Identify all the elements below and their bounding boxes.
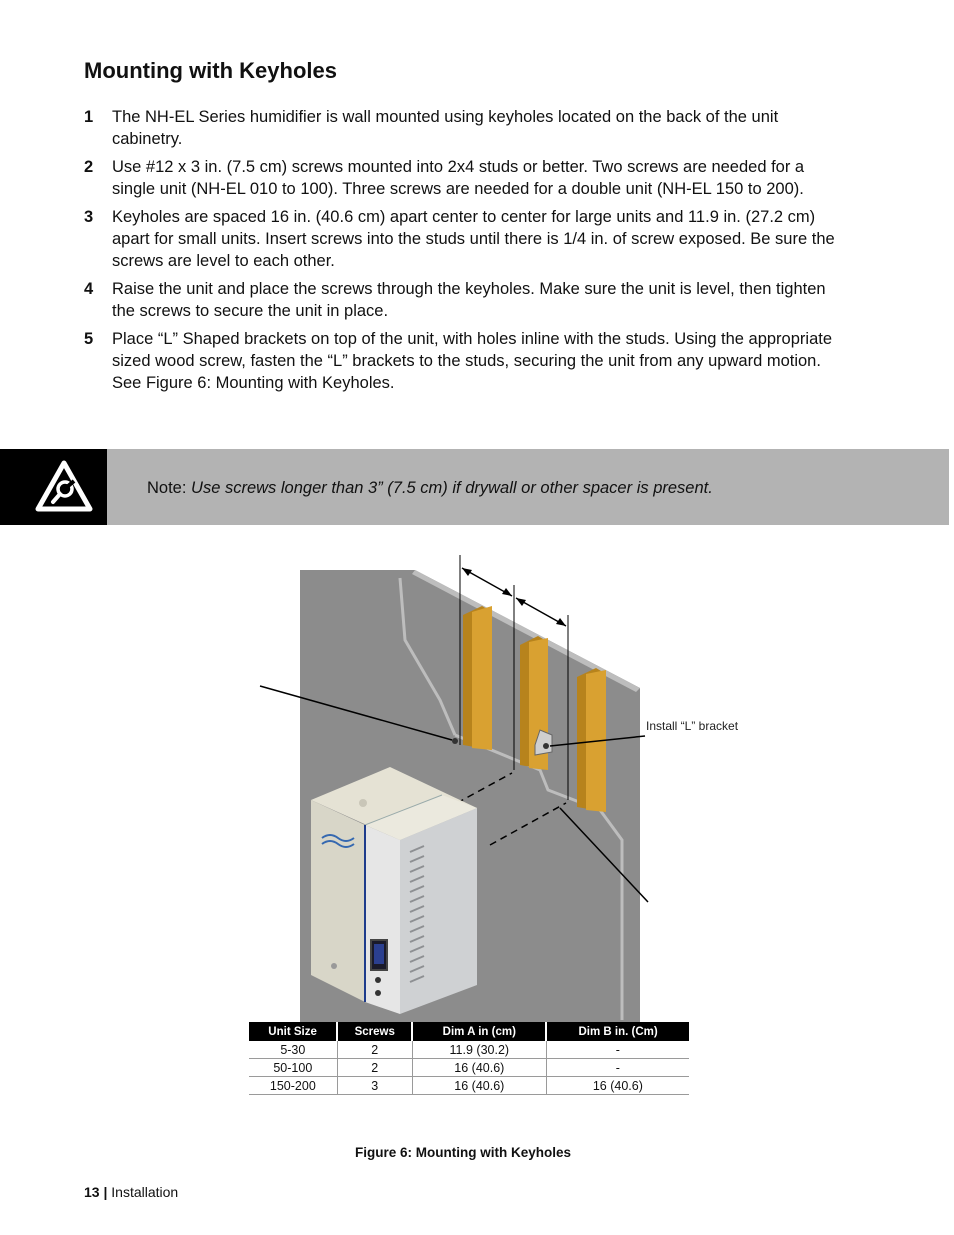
note-body: Use screws longer than 3” (7.5 cm) if drywall or other spacer is present. xyxy=(191,479,713,497)
table-cell: 2 xyxy=(337,1059,412,1077)
table-cell: 150-200 xyxy=(249,1077,337,1095)
note-banner xyxy=(0,449,949,525)
column-header: Dim A in (cm) xyxy=(412,1022,546,1041)
step-text: Use #12 x 3 in. (7.5 cm) screws mounted into 2x4 studs or better. Two screws are needed for a single unit (NH-EL 010 to 100). Three screws are needed for a double unit (NH-EL 150 to 200). xyxy=(112,158,805,198)
step-number: 1 xyxy=(84,108,94,126)
table-cell: 5-30 xyxy=(249,1041,337,1059)
screw xyxy=(543,743,549,749)
table-cell: 3 xyxy=(337,1077,412,1095)
mounting-illustration xyxy=(240,552,760,1032)
footer-separator: | xyxy=(103,1184,108,1200)
page-footer xyxy=(84,1184,178,1200)
table-cell: 16 (40.6) xyxy=(412,1059,546,1077)
note-label: Note: xyxy=(147,479,187,497)
wrench-warning-icon xyxy=(34,459,94,515)
table-row xyxy=(249,1059,689,1077)
step-list xyxy=(84,106,844,400)
page-number: 13 xyxy=(84,1184,100,1200)
stud xyxy=(463,606,492,750)
step-number: 2 xyxy=(84,158,94,176)
table-header-row xyxy=(249,1022,689,1041)
table-cell: 11.9 (30.2) xyxy=(412,1041,546,1059)
screw xyxy=(452,738,458,744)
table-cell: 16 (40.6) xyxy=(412,1077,546,1095)
dimensions-table xyxy=(249,1022,689,1095)
humidifier-unit xyxy=(311,767,477,1014)
page-heading: Mounting with Keyholes xyxy=(84,58,337,83)
step-number: 3 xyxy=(84,208,94,226)
step-text: Raise the unit and place the screws through the keyholes. Make sure the unit is level, then tighten the screws to secure the unit in place. xyxy=(112,280,826,320)
step-item xyxy=(84,328,844,394)
step-item xyxy=(84,278,844,322)
note-icon-box xyxy=(0,449,107,525)
column-header: Dim B in. (Cm) xyxy=(546,1022,689,1041)
step-text: Place “L” Shaped brackets on top of the unit, with holes inline with the studs. Using the appropriate sized wood screw, fasten the “L” brackets to the studs, securing the unit from any upward motion. See Figure 6: Mounting with Keyholes. xyxy=(112,330,833,392)
table-row xyxy=(249,1077,689,1095)
step-number: 4 xyxy=(84,280,94,298)
column-header: Screws xyxy=(337,1022,412,1041)
table-row xyxy=(249,1041,689,1059)
table-cell: - xyxy=(546,1059,689,1077)
table-cell: - xyxy=(546,1041,689,1059)
figure-caption: Figure 6: Mounting with Keyholes xyxy=(355,1145,571,1160)
table-cell: 50-100 xyxy=(249,1059,337,1077)
bracket-callout: Install “L” bracket xyxy=(646,719,739,733)
table-cell: 2 xyxy=(337,1041,412,1059)
step-number: 5 xyxy=(84,330,94,348)
step-text: Keyholes are spaced 16 in. (40.6 cm) apart center to center for large units and 11.9 in. (27.2 cm) apart for small units. Insert screws into the studs until there is 1/4 in. of screw exposed. Be sure the screws are level to each other. xyxy=(112,208,835,270)
column-header: Unit Size xyxy=(249,1022,337,1041)
section-name: Installation xyxy=(111,1184,179,1200)
note-text xyxy=(147,479,713,498)
step-item xyxy=(84,106,844,150)
step-item xyxy=(84,206,844,272)
step-item xyxy=(84,156,844,200)
step-text: The NH-EL Series humidifier is wall mounted using keyholes located on the back of the unit cabinetry. xyxy=(112,108,779,148)
table-cell: 16 (40.6) xyxy=(546,1077,689,1095)
